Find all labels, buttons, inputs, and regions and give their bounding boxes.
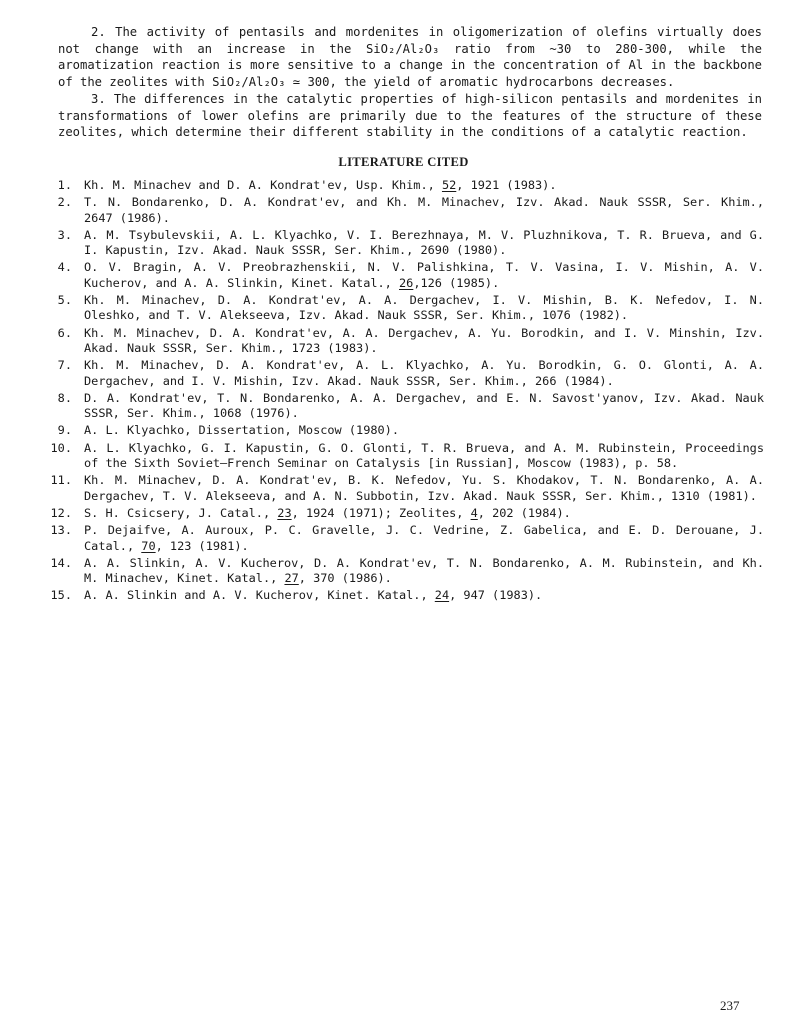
reference-text: A. L. Klyachko, Dissertation, Moscow (1980). [84,423,399,438]
reference-item [44,326,764,357]
reference-list [44,178,764,606]
reference-item [44,506,764,521]
reference-number: 15. [50,588,72,603]
volume-number: 70 [141,538,156,553]
volume-number: 24 [434,588,450,603]
volume-number: 52 [441,178,457,192]
reference-number: 7. [57,358,72,373]
reference-number: 11. [50,473,72,488]
reference-item [44,178,764,193]
reference-text: S. H. Csicsery, J. Catal., 23, 1924 (1971); Zeolites, 4, 202 (1984). [84,505,571,520]
reference-number: 10. [50,440,72,455]
reference-item [44,423,764,438]
reference-number: 13. [50,523,72,538]
volume-number: 23 [277,505,292,520]
reference-item [44,556,764,587]
reference-text: Kh. M. Minachev, D. A. Kondrat'ev, A. A. Dergachev, A. Yu. Borodkin, and I. V. Minshin, Izv. Akad. Nauk SSSR, Ser. Khim., 1723 (1983). [84,325,764,356]
reference-number: 4. [57,260,72,275]
reference-number: 12. [50,505,72,520]
reference-text: O. V. Bragin, A. V. Preobrazhenskii, N. V. Palishkina, T. V. Vasina, I. V. Mishin, A. V. Kucherov, and A. A. Slinkin, Kinet. Katal., 26,126 (1985). [84,260,764,290]
reference-item [44,441,764,472]
reference-item [44,473,764,504]
reference-text: P. Dejaifve, A. Auroux, P. C. Gravelle, J. C. Vedrine, Z. Gabelica, and E. D. Derouane, J. Catal., 70, 123 (1981). [84,523,764,553]
reference-number: 8. [57,390,72,405]
reference-number: 1. [57,178,72,192]
reference-text: A. A. Slinkin and A. V. Kucherov, Kinet. Katal., 24, 947 (1983). [84,588,543,603]
reference-number: 9. [57,423,72,438]
reference-text: A. M. Tsybulevskii, A. L. Klyachko, V. I. Berezhnaya, M. V. Pluzhnikova, T. R. Brueva, and G. I. Kapustin, Izv. Akad. Nauk SSSR, Ser. Khim., 2690 (1980). [84,227,764,258]
volume-number: 27 [284,571,299,586]
reference-item [44,260,764,291]
reference-text: Kh. M. Minachev, D. A. Kondrat'ev, A. A. Dergachev, I. V. Mishin, B. K. Nefedov, I. N. Oleshko, and T. V. Alekseeva, Izv. Akad. Nauk SSSR, Ser. Khim., 1076 (1982). [84,293,764,323]
reference-number: 5. [57,293,72,308]
reference-number: 14. [50,555,72,570]
reference-number: 3. [57,227,72,242]
reference-text: Kh. M. Minachev, D. A. Kondrat'ev, B. K. Nefedov, Yu. S. Khodakov, T. N. Bondarenko, A. A. Dergachev, T. V. Alekseeva, and A. N. Subbotin, Izv. Akad. Nauk SSSR, Ser. Khim., 1310 (1981). [84,473,764,503]
reference-text: T. N. Bondarenko, D. A. Kondrat'ev, and Kh. M. Minachev, Izv. Akad. Nauk SSSR, Ser. Khim., 2647 (1986). [84,195,764,225]
reference-text: A. L. Klyachko, G. I. Kapustin, G. O. Glonti, T. R. Brueva, and A. M. Rubinstein, Proceedings of the Sixth Soviet–French Seminar on Catalysis [in Russian], Moscow (1983), p. 58. [84,440,764,471]
page-number: 237 [720,998,740,1013]
literature-cited-heading: LITERATURE CITED [338,155,469,169]
volume-number: 4 [470,505,478,520]
reference-text: D. A. Kondrat'ev, T. N. Bondarenko, A. A. Dergachev, and E. N. Savost'yanov, Izv. Akad. Nauk SSSR, Ser. Khim., 1068 (1976). [84,390,764,421]
reference-item [44,358,764,389]
reference-item [44,391,764,422]
reference-text: Kh. M. Minachev, D. A. Kondrat'ev, A. L. Klyachko, A. Yu. Borodkin, G. O. Glonti, A. A. Dergachev, and I. V. Mishin, Izv. Akad. Nauk SSSR, Ser. Khim., 266 (1984). [84,358,764,388]
reference-number: 2. [57,195,72,210]
conclusion-paragraph-3: 3. The differences in the catalytic properties of high-silicon pentasils and mordenites in transformations of lower olefins are primarily due to the features of the structure of these zeolites, which determine their different stability in the conditions of a catalytic reaction. [58,92,762,140]
reference-item [44,195,764,226]
reference-item [44,228,764,259]
reference-item [44,588,764,603]
volume-number: 26 [399,275,414,290]
reference-item [44,523,764,554]
reference-text: A. A. Slinkin, A. V. Kucherov, D. A. Kondrat'ev, T. N. Bondarenko, A. M. Rubinstein, and Kh. M. Minachev, Kinet. Katal., 27, 370 (1986). [84,555,764,586]
reference-number: 6. [57,325,72,340]
reference-item [44,293,764,324]
conclusion-paragraph-2: 2. The activity of pentasils and mordenites in oligomerization of olefins virtually does not change with an increase in the SiO₂/Al₂O₃ ratio from ~30 to 280-300, while the aromatization reaction is more sensitive to a change in the concentration of Al in the backbone of the zeolites with SiO₂/Al₂O₃ ≃ 300, the yield of aromatic hydrocarbons decreases. [58,25,762,89]
reference-text: Kh. M. Minachev and D. A. Kondrat'ev, Usp. Khim., 52, 1921 (1983). [84,178,557,192]
